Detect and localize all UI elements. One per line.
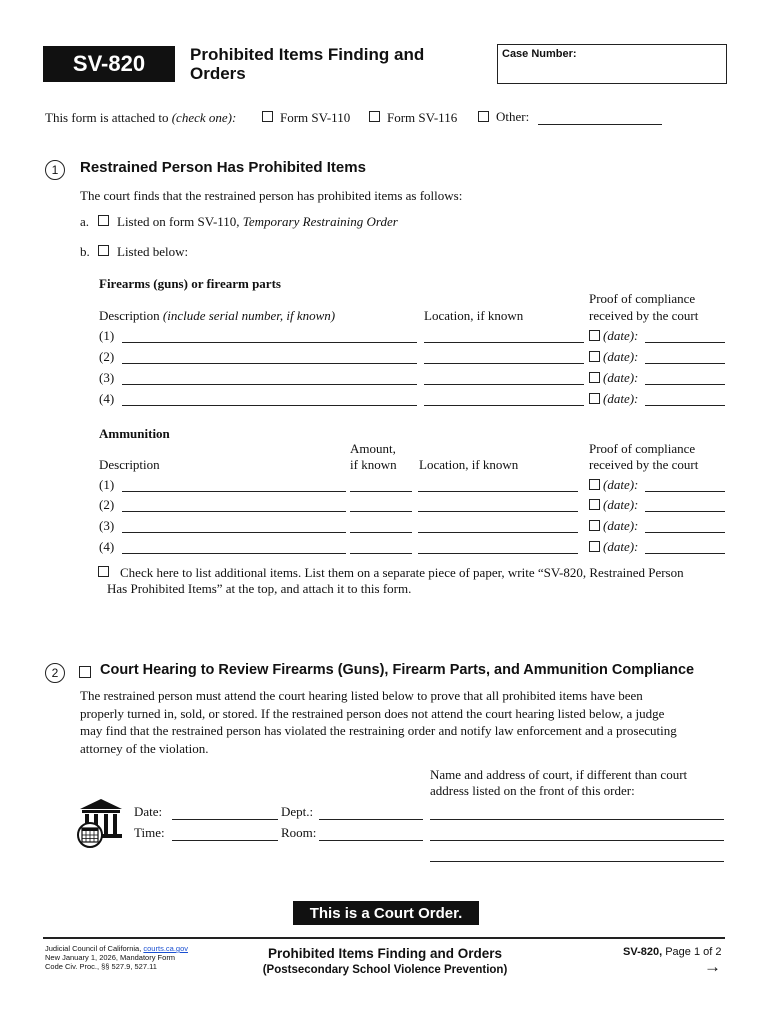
firearms-description-field[interactable] xyxy=(122,342,417,343)
firearms-date-label: (date): xyxy=(603,349,639,364)
footer-center xyxy=(249,946,521,976)
ammo-location-field[interactable] xyxy=(418,532,578,533)
ammo-row-number: (1) xyxy=(99,477,115,492)
firearms-row-number: (2) xyxy=(99,349,115,364)
footer-subtitle: (Postsecondary School Violence Prevention) xyxy=(262,964,508,976)
firearms-proof-checkbox[interactable] xyxy=(589,372,600,383)
firearms-proof-date xyxy=(589,328,638,344)
firearms-proof-checkbox[interactable] xyxy=(589,393,600,404)
ammo-location-field[interactable] xyxy=(418,553,578,554)
ammo-location-field[interactable] xyxy=(418,511,578,512)
section2-body-line: attorney of the violation. xyxy=(80,740,209,756)
footer-left xyxy=(45,944,188,971)
additional-items-line2: Has Prohibited Items” at the top, and attach it to this form. xyxy=(107,581,412,596)
ammo-date-label: (date): xyxy=(603,477,639,492)
firearms-date-field[interactable] xyxy=(645,405,725,406)
firearms-proof-checkbox[interactable] xyxy=(589,351,600,362)
ammo-col-proof-1: Proof of compliance xyxy=(589,441,696,456)
hearing-room-field[interactable] xyxy=(319,840,423,841)
form-title xyxy=(190,45,470,83)
firearms-col-location: Location, if known xyxy=(424,308,524,323)
footer-council: Judicial Council of California, xyxy=(45,944,144,953)
firearms-date-field[interactable] xyxy=(645,342,725,343)
additional-items-checkbox[interactable] xyxy=(98,566,109,577)
footer-form-id: SV-820, xyxy=(623,946,663,958)
ammo-col-amount-1: Amount, xyxy=(350,441,396,456)
firearms-location-field[interactable] xyxy=(424,405,584,406)
ammo-proof-date xyxy=(589,518,638,534)
attached-label xyxy=(45,110,236,126)
attached-sv110-label: Form SV-110 xyxy=(280,110,351,125)
ammo-date-label: (date): xyxy=(603,518,639,533)
option-b-letter: b. xyxy=(80,244,90,259)
courthouse-calendar-icon xyxy=(74,797,128,851)
footer-effective: New January 1, 2026, Mandatory Form xyxy=(45,953,176,962)
firearms-date-field[interactable] xyxy=(645,363,725,364)
firearms-date-label: (date): xyxy=(603,391,639,406)
ammo-proof-date xyxy=(589,477,638,493)
ammo-description-field[interactable] xyxy=(122,553,346,554)
firearms-col-description xyxy=(99,308,335,324)
ammo-date-label: (date): xyxy=(603,539,639,554)
ammo-description-field[interactable] xyxy=(122,532,346,533)
firearms-row-number: (4) xyxy=(99,391,115,406)
section2-body-line: The restrained person must attend the court hearing listed below to prove that all prohibited items have been xyxy=(80,688,643,703)
section1-intro: The court finds that the restrained person has prohibited items as follows: xyxy=(80,188,463,203)
ammo-amount-field[interactable] xyxy=(350,511,412,512)
footer-title: Prohibited Items Finding and Orders xyxy=(267,946,503,961)
footer-code: Code Civ. Proc., §§ 527.9, 527.11 xyxy=(45,962,157,971)
firearms-proof-date xyxy=(589,370,638,386)
firearms-row-number: (1) xyxy=(99,328,115,343)
ammo-description-field[interactable] xyxy=(122,491,346,492)
ammo-col-location: Location, if known xyxy=(419,457,519,472)
form-title-line2: Orders xyxy=(190,64,246,83)
footer-divider xyxy=(43,937,725,939)
attached-other-checkbox[interactable] xyxy=(478,111,489,122)
attached-hint: (check one): xyxy=(171,110,237,125)
ammo-amount-field[interactable] xyxy=(350,532,412,533)
attached-sv110-checkbox[interactable] xyxy=(262,111,273,122)
hearing-time-label: Time: xyxy=(134,825,165,840)
ammo-col-amount-2: if known xyxy=(350,457,397,472)
next-page-arrow-icon: → xyxy=(704,957,721,976)
section2-body-line: may find that the restrained person has violated the restraining order and notify law enforcement and a prosecuting xyxy=(80,723,677,738)
attached-label-text: This form is attached to xyxy=(45,110,169,125)
ammo-location-field[interactable] xyxy=(418,491,578,492)
case-number-label: Case Number: xyxy=(502,48,577,60)
firearms-description-field[interactable] xyxy=(122,405,417,406)
ammo-row-number: (4) xyxy=(99,539,115,554)
option-a-checkbox[interactable] xyxy=(98,215,109,226)
option-a-form-name: Temporary Restraining Order xyxy=(242,214,398,229)
form-title-line1: Prohibited Items Finding and xyxy=(190,45,425,64)
ammo-col-description: Description xyxy=(99,457,160,472)
ammo-proof-checkbox[interactable] xyxy=(589,520,600,531)
attached-sv116-label: Form SV-116 xyxy=(387,110,458,125)
ammo-amount-field[interactable] xyxy=(350,491,412,492)
section2-body xyxy=(80,687,730,757)
ammo-date-field[interactable] xyxy=(645,553,725,554)
ammo-description-field[interactable] xyxy=(122,511,346,512)
court-name-label-2: address listed on the front of this order: xyxy=(430,783,635,798)
firearms-proof-date xyxy=(589,349,638,365)
firearms-proof-checkbox[interactable] xyxy=(589,330,600,341)
section2-number: 2 xyxy=(45,663,65,683)
option-a-letter: a. xyxy=(80,214,90,229)
ammo-date-field[interactable] xyxy=(645,532,725,533)
firearms-heading: Firearms (guns) or firearm parts xyxy=(99,276,281,291)
hearing-time-field[interactable] xyxy=(172,840,278,841)
option-b-label: Listed below: xyxy=(117,244,189,259)
firearms-date-label: (date): xyxy=(603,370,639,385)
ammo-amount-field[interactable] xyxy=(350,553,412,554)
court-name-label-1: Name and address of court, if different than court xyxy=(430,767,688,782)
ammo-proof-date xyxy=(589,497,638,513)
firearms-date-field[interactable] xyxy=(645,384,725,385)
ammo-proof-date xyxy=(589,539,638,555)
section2-title: Court Hearing to Review Firearms (Guns), Firearm Parts, and Ammunition Compliance xyxy=(100,662,695,678)
hearing-room-label: Room: xyxy=(281,825,317,840)
attached-sv116-checkbox[interactable] xyxy=(369,111,380,122)
ammunition-heading: Ammunition xyxy=(99,426,170,441)
ammo-date-label: (date): xyxy=(603,497,639,512)
section1-title: Restrained Person Has Prohibited Items xyxy=(80,159,366,176)
option-a-label xyxy=(117,214,398,230)
firearms-location-field[interactable] xyxy=(424,363,584,364)
ammo-date-field[interactable] xyxy=(645,511,725,512)
hearing-date-field[interactable] xyxy=(172,819,278,820)
form-id-badge: SV-820 xyxy=(43,46,175,82)
attached-other-label: Other: xyxy=(496,109,530,124)
ammo-proof-checkbox[interactable] xyxy=(589,499,600,510)
court-address-field[interactable] xyxy=(430,861,724,862)
firearms-location-field[interactable] xyxy=(424,342,584,343)
ammo-proof-checkbox[interactable] xyxy=(589,479,600,490)
footer-page-number: Page 1 of 2 xyxy=(662,946,722,958)
court-address-field[interactable] xyxy=(430,819,724,820)
option-a-text: Listed on form SV-110, xyxy=(117,214,243,229)
firearms-col-proof-1: Proof of compliance xyxy=(589,291,696,306)
ammo-date-field[interactable] xyxy=(645,491,725,492)
case-number-field[interactable] xyxy=(497,44,727,84)
firearms-col-desc-text: Description xyxy=(99,308,163,323)
ammo-row-number: (3) xyxy=(99,518,115,533)
court-address-field[interactable] xyxy=(430,840,724,841)
firearms-date-label: (date): xyxy=(603,328,639,343)
firearms-row-number: (3) xyxy=(99,370,115,385)
additional-items-line1: Check here to list additional items. List them on a separate piece of paper, write “SV-820, Restrained Person xyxy=(120,565,684,580)
firearms-description-field[interactable] xyxy=(122,363,417,364)
firearms-description-field[interactable] xyxy=(122,384,417,385)
section1-number: 1 xyxy=(45,160,65,180)
firearms-proof-date xyxy=(589,391,638,407)
footer-courts-link[interactable]: courts.ca.gov xyxy=(143,944,188,953)
firearms-col-desc-hint: (include serial number, if known) xyxy=(162,308,336,323)
option-b-checkbox[interactable] xyxy=(98,245,109,256)
firearms-col-proof-2: received by the court xyxy=(589,308,699,323)
hearing-date-label: Date: xyxy=(134,804,163,819)
section2-checkbox[interactable] xyxy=(79,666,91,678)
attached-other-field[interactable] xyxy=(538,124,662,125)
firearms-location-field[interactable] xyxy=(424,384,584,385)
hearing-dept-field[interactable] xyxy=(319,819,423,820)
ammo-col-proof-2: received by the court xyxy=(589,457,699,472)
ammo-row-number: (2) xyxy=(99,497,115,512)
hearing-dept-label: Dept.: xyxy=(281,804,314,819)
court-order-banner: This is a Court Order. xyxy=(293,901,479,925)
ammo-proof-checkbox[interactable] xyxy=(589,541,600,552)
section2-body-line: properly turned in, sold, or stored. If the restrained person does not attend the court hearing listed below, a judge xyxy=(80,705,665,721)
